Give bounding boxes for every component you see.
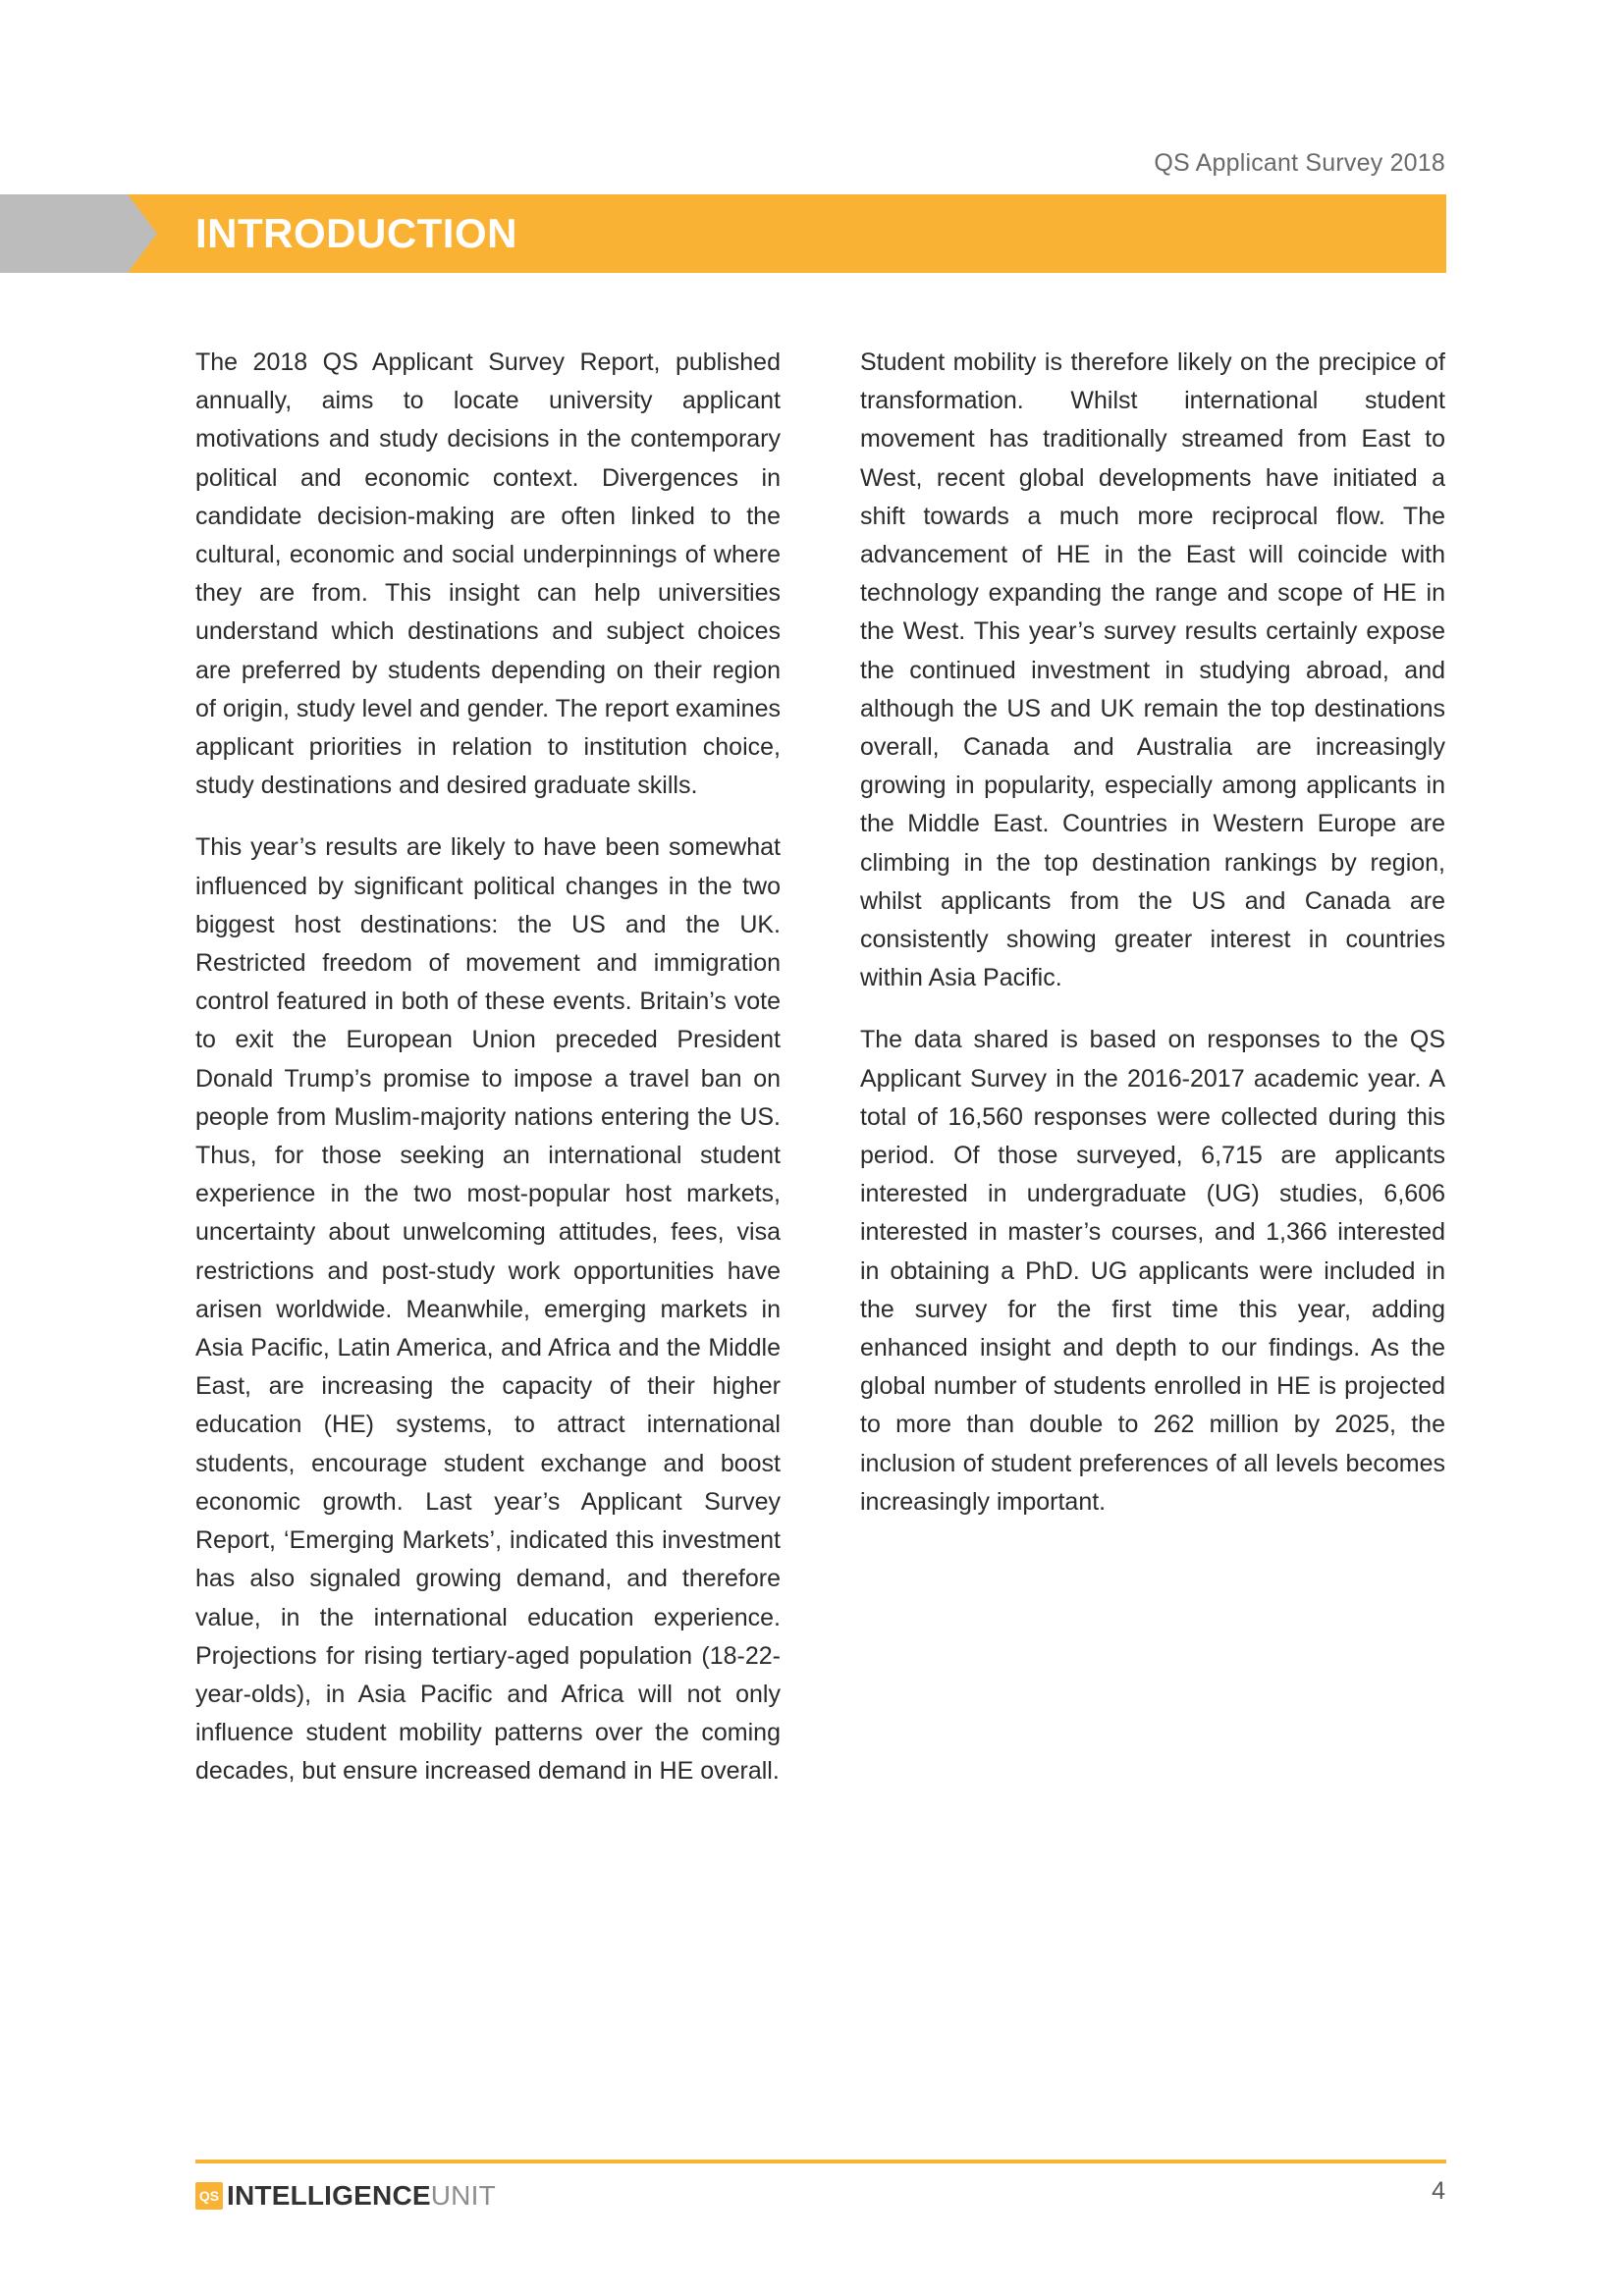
section-title: INTRODUCTION xyxy=(195,210,517,256)
section-banner xyxy=(0,194,1446,273)
paragraph: The 2018 QS Applicant Survey Report, published annually, aims to locate university applicant motivations and study decisions in the contemporary political and economic context. Divergences in candidate decision-making are often linked to the cultural, economic and social underpinnings of where they are from. This insight can help universities understand which destinations and subject choices are preferred by students depending on their region of origin, study level and gender. The report examines applicant priorities in relation to institution choice, study destinations and desired graduate skills. xyxy=(195,348,781,800)
intelligence-unit-logo xyxy=(195,2179,496,2213)
right-column xyxy=(860,344,1445,1545)
paragraph: Student mobility is therefore likely on the precipice of transformation. Whilst international student movement has traditionally streamed from East to West, recent global developments have initiated a shift towards a much more reciprocal flow. The advancement of HE in the East will coincide with technology expanding the range and scope of HE in the West. This year’s survey results certainly expose the continued investment in studying abroad, and although the US and UK remain the top destinations overall, Canada and Australia are increasingly growing in popularity, especially among applicants in the Middle East. Countries in Western Europe are climbing in the top destination rankings by region, whilst applicants from the US and Canada are consistently showing greater interest in countries within Asia Pacific. xyxy=(860,348,1445,992)
logo-word-unit: UNIT xyxy=(430,2180,496,2211)
qs-logo-icon: QS xyxy=(195,2182,223,2210)
footer-divider xyxy=(195,2160,1446,2163)
running-header-title: QS Applicant Survey 2018 xyxy=(1154,149,1445,177)
banner-gray-tab xyxy=(0,194,157,273)
page-number: 4 xyxy=(1432,2177,1445,2205)
logo-word-intelligence: INTELLIGENCE xyxy=(227,2180,431,2211)
left-column xyxy=(195,344,781,1815)
paragraph: This year’s results are likely to have been somewhat influenced by significant political changes in the two biggest host destinations: the US and the UK. Restricted freedom of movement and immigration control featured in both of these events. Britain’s vote to exit the European Union preceded President Donald Trump’s promise to impose a travel ban on people from Muslim-majority nations entering the US. Thus, for those seeking an international student experience in the two most-popular host markets, uncertainty about unwelcoming attitudes, fees, visa restrictions and post-study work opportunities have arisen worldwide. Meanwhile, emerging markets in Asia Pacific, Latin America, and Africa and the Middle East, are increasing the capacity of their higher education (HE) systems, to attract international students, encourage student exchange and boost economic growth. Last year’s Applicant Survey Report, ‘Emerging Markets’, indicated this investment has also signaled growing demand, and therefore value, in the international education experience. Projections for rising tertiary-aged population (18-22-year-olds), in Asia Pacific and Africa will not only influence student mobility patterns over the coming decades, but ensure increased demand in HE overall. xyxy=(195,833,781,1786)
paragraph: The data shared is based on responses to the QS Applicant Survey in the 2016-2017 academic year. A total of 16,560 responses were collected during this period. Of those surveyed, 6,715 are applicants interested in undergraduate (UG) studies, 6,606 interested in master’s courses, and 1,366 interested in obtaining a PhD. UG applicants were included in the survey for the first time this year, adding enhanced insight and depth to our findings. As the global number of students enrolled in HE is projected to more than double to 262 million by 2025, the inclusion of student preferences of all levels becomes increasingly important. xyxy=(860,1026,1445,1516)
